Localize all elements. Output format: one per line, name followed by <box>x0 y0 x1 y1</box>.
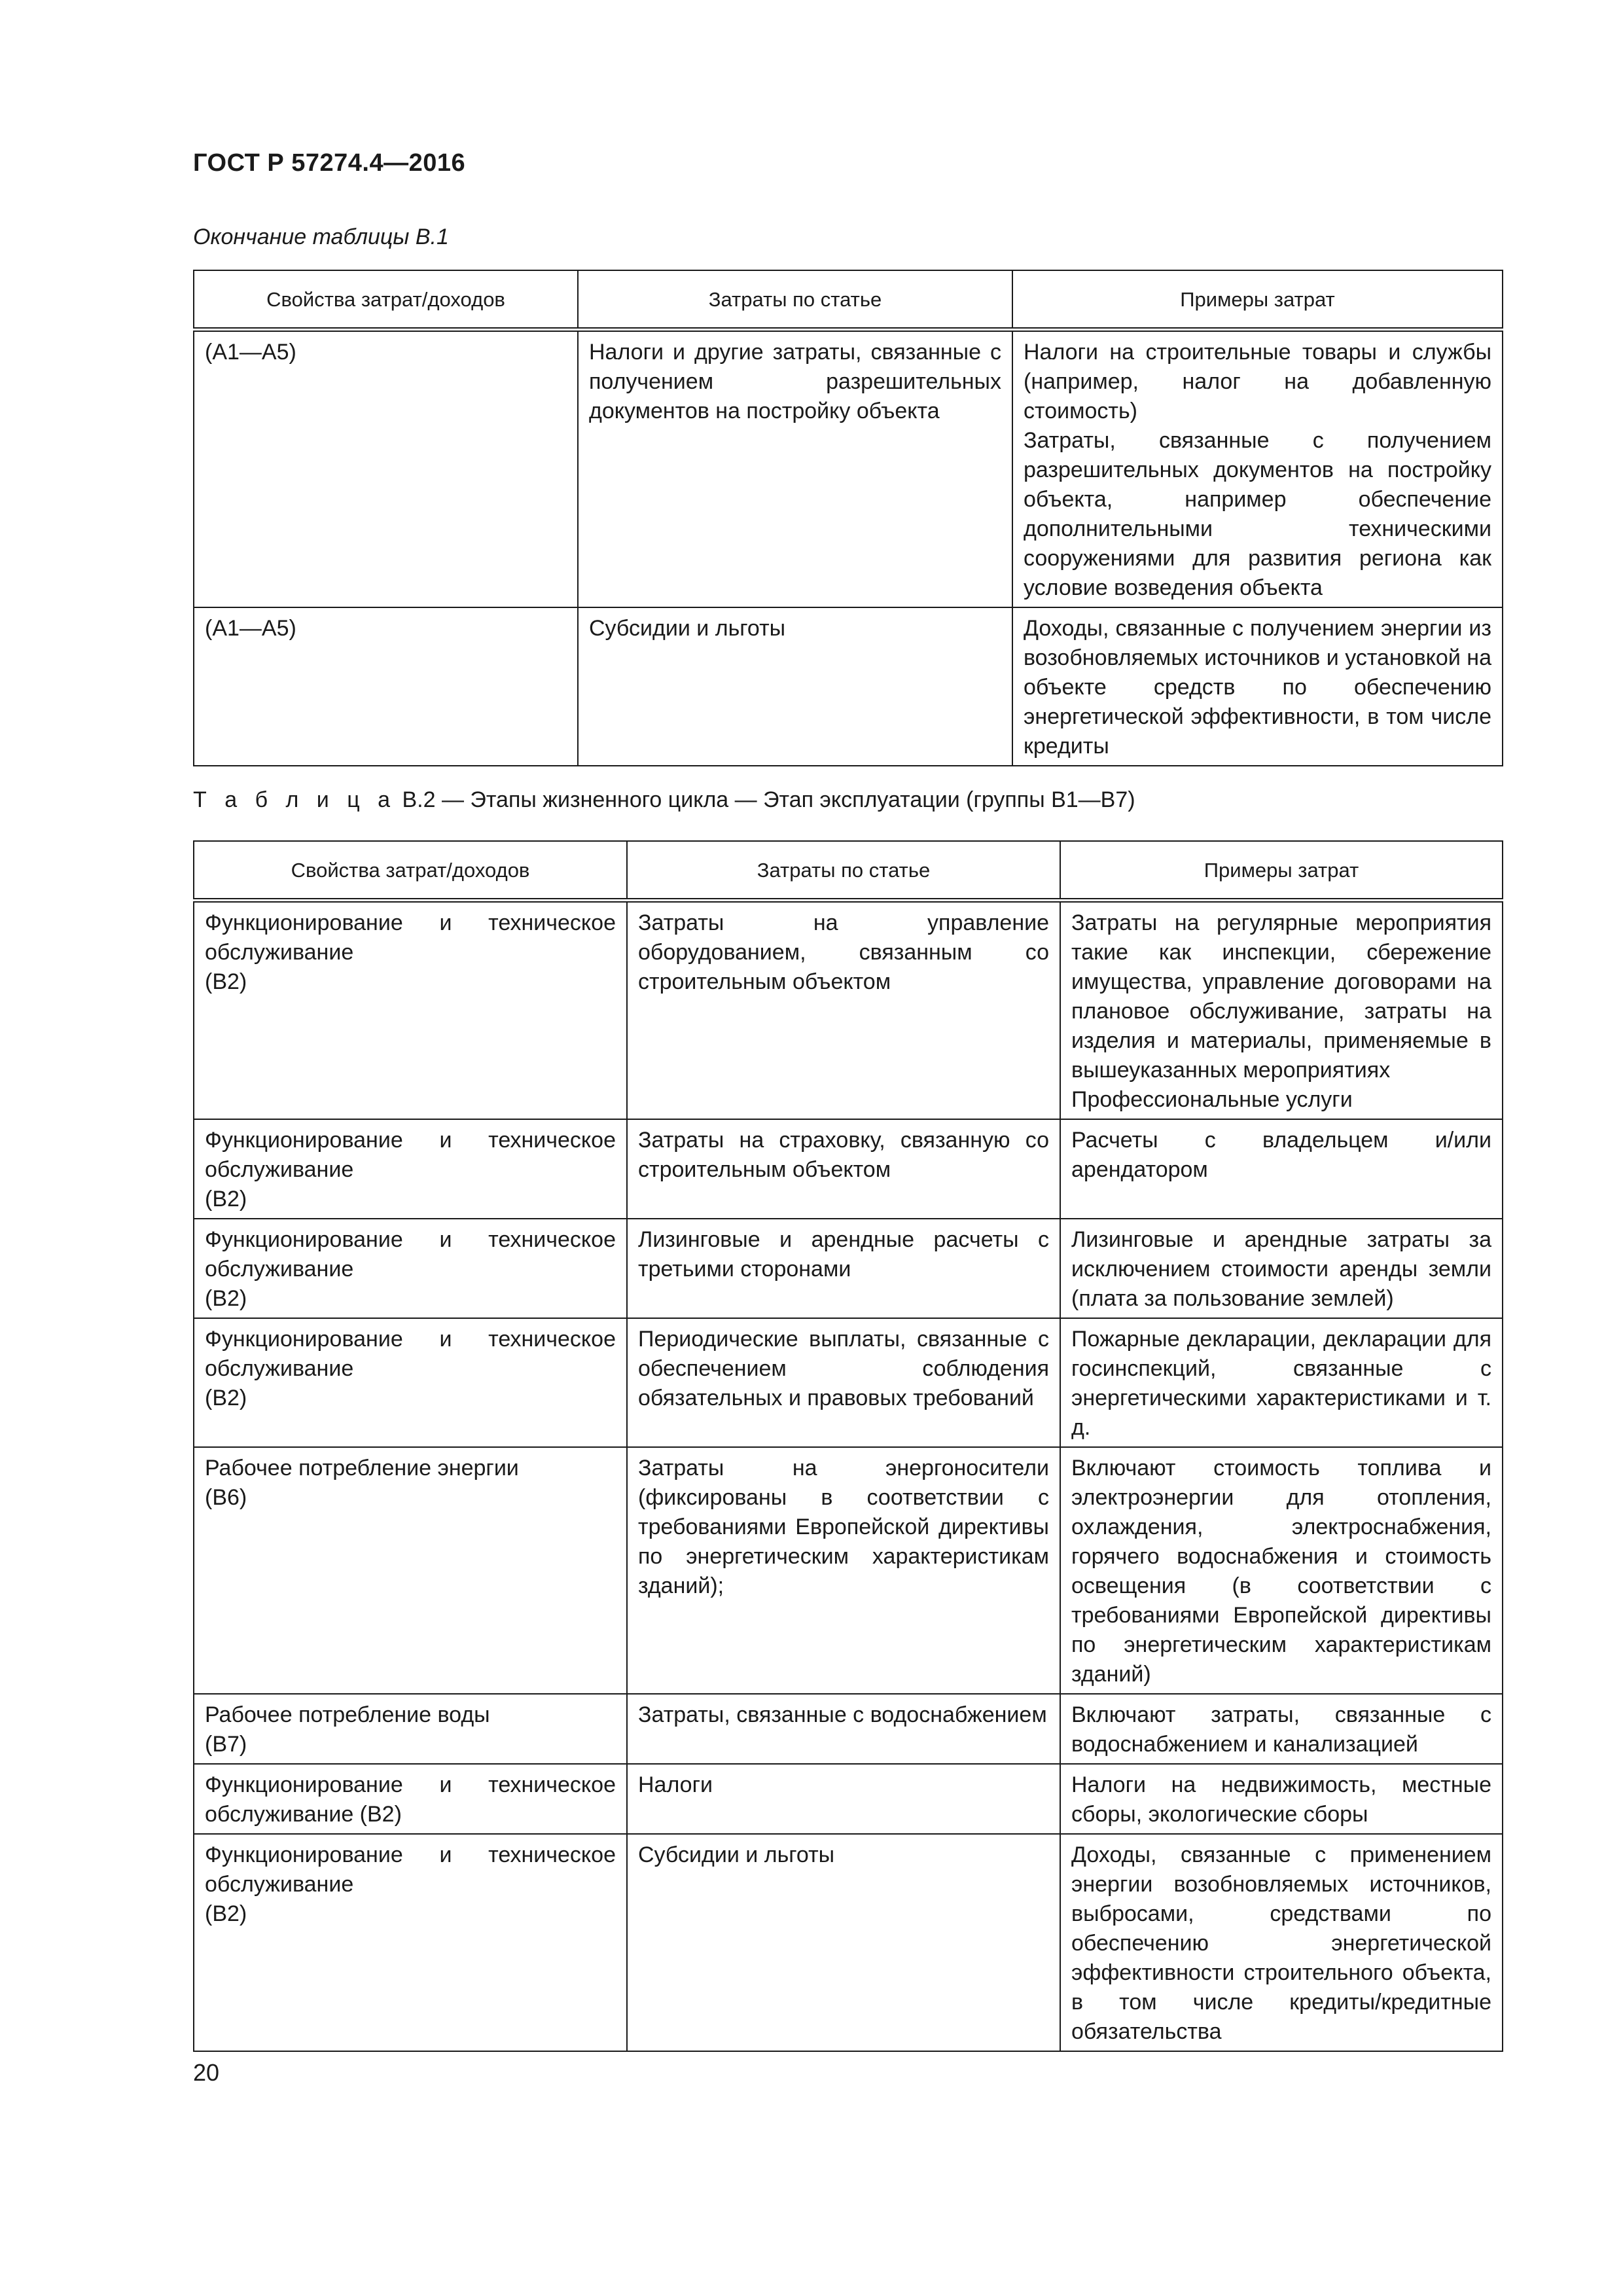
cost-item-cell-text: Затраты на энергоносители (фиксированы в соответствии с требованиями Европейской директивы по энергетическим характеристикам зданий); <box>638 1456 1049 1598</box>
cost-examples-cell <box>1060 1764 1503 1834</box>
cost-property-cell <box>194 901 627 1120</box>
cost-examples-cell-text: Пожарные декларации, декларации для госинспекций, связанные с энергетическими характеристиками и т. д. <box>1071 1327 1491 1440</box>
cost-item-cell-text: Лизинговые и арендные расчеты с третьими сторонами <box>638 1227 1049 1282</box>
cost-property-cell-text: (В2) <box>205 1386 247 1410</box>
table-row <box>194 1764 1503 1834</box>
cost-examples-cell <box>1012 607 1503 766</box>
costs-table-b1 <box>193 270 1503 766</box>
document-code: ГОСТ Р 57274.4—2016 <box>193 149 466 177</box>
cost-item-cell <box>627 1834 1060 2051</box>
cost-item-cell <box>627 1119 1060 1219</box>
table-row <box>194 1447 1503 1694</box>
cost-property-cell <box>194 1694 627 1764</box>
cost-examples-cell <box>1012 330 1503 608</box>
costs-table-b2 <box>193 840 1503 2052</box>
page-number: 20 <box>193 2059 220 2086</box>
table-row <box>194 607 1503 766</box>
cost-property-cell <box>194 607 578 766</box>
table-body <box>194 330 1503 766</box>
cost-property-cell-text: (В2) <box>205 969 247 994</box>
cost-item-cell <box>578 330 1012 608</box>
cost-property-cell <box>194 330 578 608</box>
table-continuation-caption: Окончание таблицы В.1 <box>193 224 449 249</box>
cost-examples-cell-text: Затраты на регулярные мероприятия такие как инспекции, сбережение имущества, управление договорами на плановое обслуживание, затраты на изделия и материалы, применяемые в вышеуказанных мероприятиях <box>1071 910 1491 1083</box>
cost-property-cell <box>194 1447 627 1694</box>
cost-property-cell-text: Функционирование и техническое обслуживание <box>205 1128 616 1182</box>
table-row <box>194 1318 1503 1447</box>
cost-property-cell-text: (В2) <box>205 1901 247 1926</box>
cost-item-cell <box>627 1694 1060 1764</box>
cost-examples-cell-text: Профессиональные услуги <box>1071 1087 1353 1112</box>
cost-item-cell <box>627 1219 1060 1318</box>
column-header: Примеры затрат <box>1012 270 1503 330</box>
cost-property-cell-text: Функционирование и техническое обслуживание <box>205 1327 616 1381</box>
cost-item-cell-text: Затраты, связанные с водоснабжением <box>638 1702 1047 1727</box>
table-title-prefix: Т а б л и ц а <box>193 787 397 812</box>
table-title <box>193 787 1135 813</box>
cost-property-cell-text: (А1—А5) <box>205 340 296 365</box>
cost-examples-cell-text: Включают затраты, связанные с водоснабжением и канализацией <box>1071 1702 1491 1757</box>
cost-item-cell-text: Периодические выплаты, связанные с обеспечением соблюдения обязательных и правовых требований <box>638 1327 1049 1410</box>
cost-property-cell <box>194 1318 627 1447</box>
cost-item-cell-text: Налоги <box>638 1772 713 1797</box>
table-header-row <box>194 270 1503 330</box>
cost-examples-cell <box>1060 1447 1503 1694</box>
cost-examples-cell <box>1060 1219 1503 1318</box>
table-row <box>194 330 1503 608</box>
cost-examples-cell <box>1060 1834 1503 2051</box>
cost-property-cell-text: (В2) <box>205 1187 247 1211</box>
cost-item-cell <box>627 1318 1060 1447</box>
cost-item-cell-text: Налоги и другие затраты, связанные с получением разрешительных документов на постройку объекта <box>589 340 1001 423</box>
cost-examples-cell-text: Включают стоимость топлива и электроэнергии для отопления, охлаждения, электроснабжения, горячего водоснабжения и стоимость освещения (в соответствии с требованиями Европейской директивы по энергетическим характеристикам зданий) <box>1071 1456 1491 1687</box>
cost-item-cell <box>627 901 1060 1120</box>
column-header: Затраты по статье <box>627 841 1060 901</box>
table-row <box>194 1694 1503 1764</box>
cost-examples-cell <box>1060 1119 1503 1219</box>
column-header: Примеры затрат <box>1060 841 1503 901</box>
cost-item-cell <box>627 1764 1060 1834</box>
cost-examples-cell-text: Налоги на недвижимость, местные сборы, экологические сборы <box>1071 1772 1491 1827</box>
cost-item-cell-text: Затраты на управление оборудованием, связанным со строительным объектом <box>638 910 1049 994</box>
cost-property-cell-text: Функционирование и техническое обслуживание (В2) <box>205 1772 616 1827</box>
column-header: Свойства затрат/доходов <box>194 270 578 330</box>
cost-property-cell-text: Функционирование и техническое обслуживание <box>205 1842 616 1897</box>
cost-property-cell <box>194 1764 627 1834</box>
cost-property-cell-text: (В6) <box>205 1485 247 1510</box>
table-body <box>194 901 1503 2052</box>
cost-item-cell-text: Субсидии и льготы <box>589 616 786 641</box>
cost-property-cell-text: Рабочее потребление воды <box>205 1702 490 1727</box>
table-title-text: В.2 — Этапы жизненного цикла — Этап эксплуатации (группы В1—В7) <box>396 787 1135 812</box>
table-row <box>194 1219 1503 1318</box>
cost-examples-cell-text: Доходы, связанные с применением энергии возобновляемых источников, выбросами, средствами по обеспечению энергетической эффективности строительного объекта, в том числе кредиты/кредитные обязательства <box>1071 1842 1491 2044</box>
table-row <box>194 1834 1503 2051</box>
cost-examples-cell <box>1060 1318 1503 1447</box>
cost-property-cell <box>194 1219 627 1318</box>
table-row <box>194 901 1503 1120</box>
cost-examples-cell-text: Налоги на строительные товары и службы (например, налог на добавленную стоимость) <box>1024 340 1491 423</box>
cost-property-cell-text: Рабочее потребление энергии <box>205 1456 519 1480</box>
cost-examples-cell-text: Затраты, связанные с получением разрешительных документов на постройку объекта, например обеспечение дополнительными техническими сооружениями для развития региона как условие возведения объекта <box>1024 428 1491 600</box>
cost-property-cell-text: (В2) <box>205 1286 247 1311</box>
column-header: Затраты по статье <box>578 270 1012 330</box>
table-header-row <box>194 841 1503 901</box>
cost-property-cell-text: (А1—А5) <box>205 616 296 641</box>
cost-property-cell-text: Функционирование и техническое обслуживание <box>205 910 616 965</box>
cost-item-cell-text: Затраты на страховку, связанную со строительным объектом <box>638 1128 1049 1182</box>
cost-property-cell <box>194 1834 627 2051</box>
table-row <box>194 1119 1503 1219</box>
cost-property-cell-text: (В7) <box>205 1732 247 1757</box>
column-header: Свойства затрат/доходов <box>194 841 627 901</box>
cost-property-cell-text: Функционирование и техническое обслуживание <box>205 1227 616 1282</box>
cost-examples-cell-text: Лизинговые и арендные затраты за исключением стоимости аренды земли (плата за пользование землей) <box>1071 1227 1491 1311</box>
cost-examples-cell-text: Расчеты с владельцем и/или арендатором <box>1071 1128 1491 1182</box>
cost-examples-cell <box>1060 1694 1503 1764</box>
cost-property-cell <box>194 1119 627 1219</box>
cost-examples-cell-text: Доходы, связанные с получением энергии из возобновляемых источников и установкой на объекте средств по обеспечению энергетической эффективности, в том числе кредиты <box>1024 616 1491 759</box>
cost-item-cell <box>578 607 1012 766</box>
cost-item-cell <box>627 1447 1060 1694</box>
cost-examples-cell <box>1060 901 1503 1120</box>
cost-item-cell-text: Субсидии и льготы <box>638 1842 835 1867</box>
